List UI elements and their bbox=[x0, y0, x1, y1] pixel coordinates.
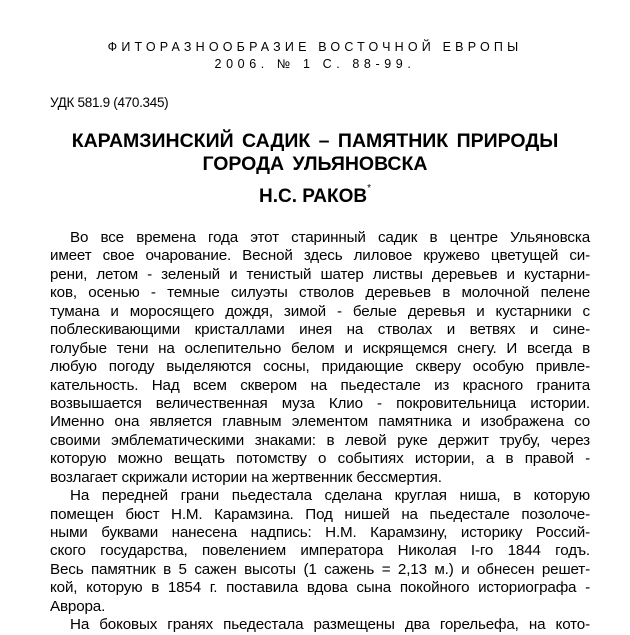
text-line: возлагает скрижали истории на жертвенник бессмертия. bbox=[50, 468, 442, 486]
author bbox=[0, 183, 630, 208]
text-line: кательность. Над всем сквером на пьедестале из красного гранита bbox=[50, 376, 590, 394]
udk-code: УДК 581.9 (470.345) bbox=[50, 95, 169, 110]
text-line: которую можно вещать потомству о событиях истории, а в правой - bbox=[50, 450, 590, 468]
journal-title: ФИТОРАЗНООБРАЗИЕ ВОСТОЧНОЙ ЕВРОПЫ bbox=[107, 40, 523, 54]
article-title-line-2: ГОРОДА УЛЬЯНОВСКА bbox=[202, 153, 428, 175]
text-line: Весь памятник в 5 сажен высоты (1 сажень = 2,13 м.) и обнесен решет- bbox=[50, 560, 590, 578]
journal-issue: 2006. № 1 С. 88-99. bbox=[214, 57, 416, 71]
author-name: Н.С. РАКОВ bbox=[258, 186, 368, 207]
text-line: возвышается величественная муза Клио - покровительница истории. bbox=[50, 394, 590, 412]
text-line: любую погоду выделяются сосны, придающие скверу особую привле- bbox=[50, 358, 590, 376]
text-line: ков, осенью - темные силуэты стволов деревьев в молочной пелене bbox=[50, 284, 590, 302]
text-line: ского государства, повелением императора Николая I-го 1844 годъ. bbox=[50, 542, 590, 560]
text-line: имеет свое очарование. Весной здесь лиловое кружево цветущей си- bbox=[50, 247, 590, 265]
article-body bbox=[50, 229, 590, 635]
text-line: своими эмблематическими знаками: в левой руке держит трубу, через bbox=[50, 431, 590, 449]
text-line: На передней грани пьедестала сделана круглая ниша, в которую bbox=[70, 487, 590, 505]
text-line: Именно она является главным элементом памятника и изображена со bbox=[50, 413, 590, 431]
text-line: тумана и моросящего дождя, зимой - белые деревья и кустарники с bbox=[50, 302, 590, 320]
text-line: На боковых гранях пьедестала размещены два горельефа, на кото- bbox=[70, 616, 590, 634]
text-line: Аврора. bbox=[50, 597, 106, 615]
text-line: помещен бюст Н.М. Карамзина. Под нишей на пьедестале позолоче- bbox=[50, 505, 590, 523]
author-footnote-mark: * bbox=[367, 183, 371, 194]
text-line: голубые тени на ослепительно белом и искрящемся снегу. И всегда в bbox=[50, 339, 590, 357]
text-line: кой, которую в 1854 г. поставила вдова сына покойного историографа - bbox=[50, 579, 590, 597]
text-line: ными буквами нанесена надпись: Н.М. Карамзину, историку Россий- bbox=[50, 524, 590, 541]
text-line: Во все времена года этот старинный садик в центре Ульяновска bbox=[70, 229, 590, 246]
article-title-line-1: КАРАМЗИНСКИЙ САДИК – ПАМЯТНИК ПРИРОДЫ bbox=[71, 130, 559, 152]
text-line: рени, летом - зеленый и тенистый шатер листвы деревьев и кустарни- bbox=[50, 265, 590, 283]
text-line: поблескивающими кристаллами инея на стволах и ветвях и сине- bbox=[50, 321, 590, 339]
